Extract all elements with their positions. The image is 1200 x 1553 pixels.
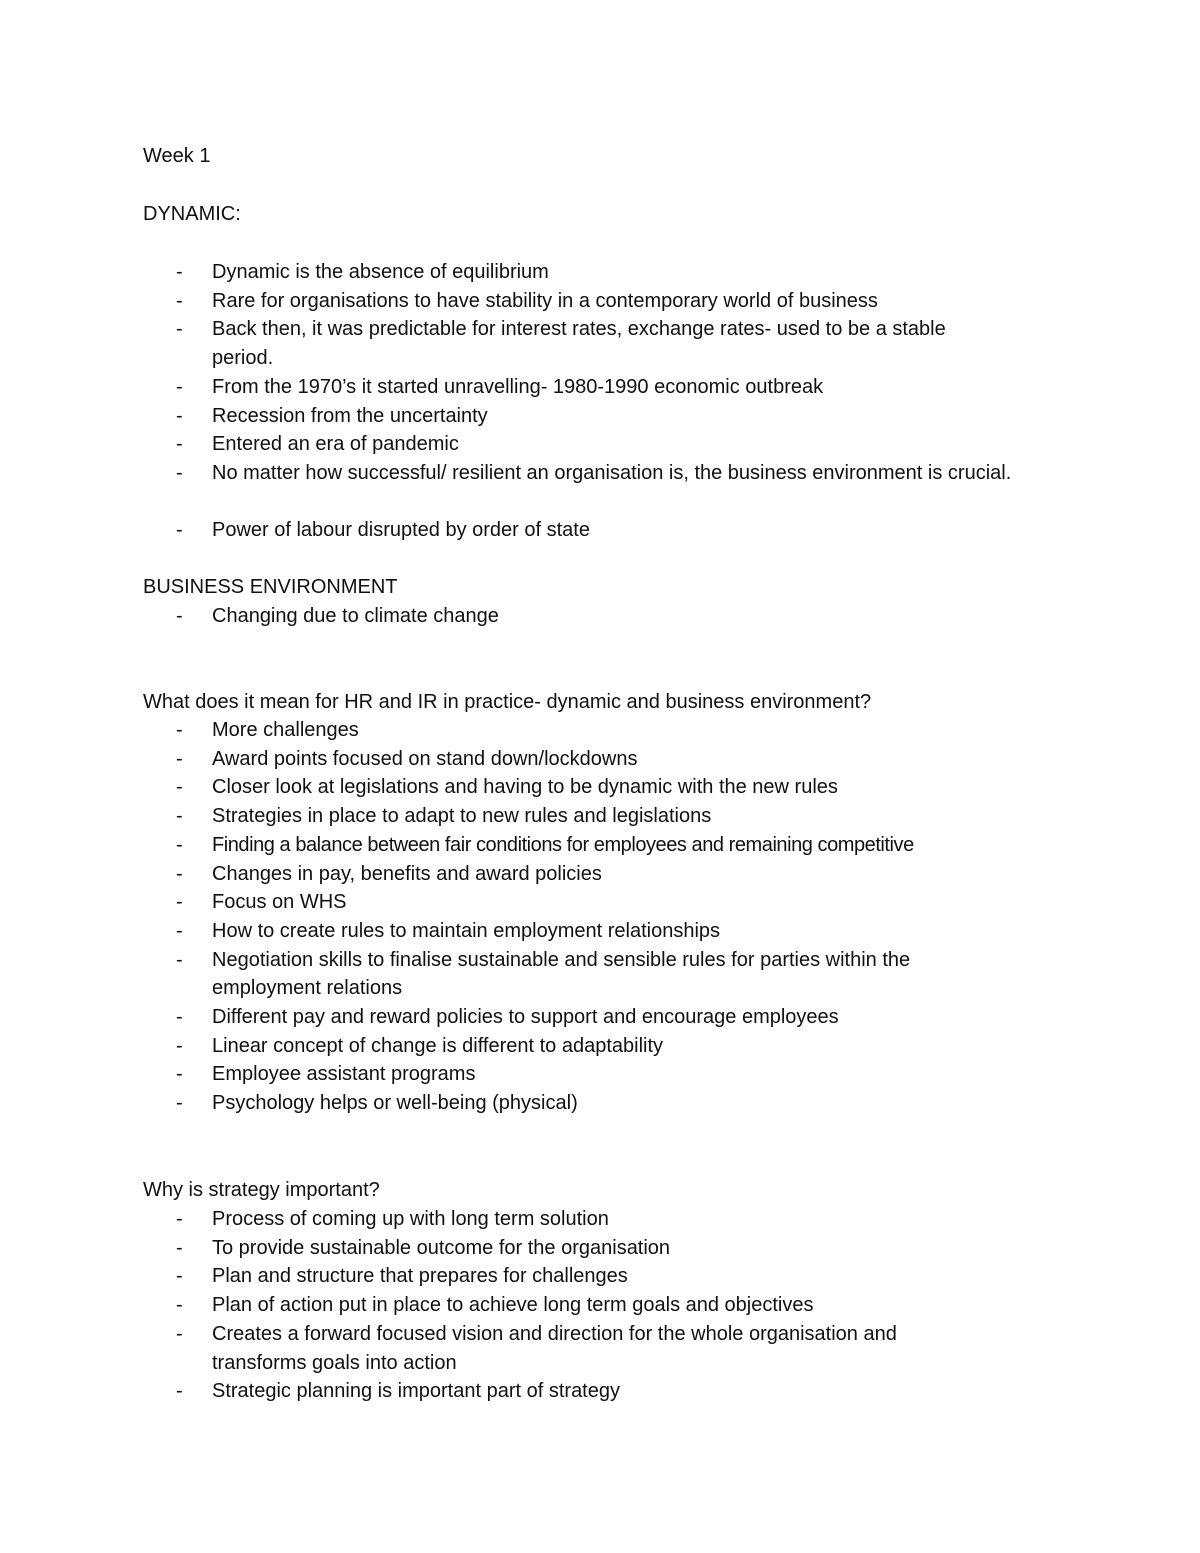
bullet-dash: - (176, 1265, 183, 1288)
list-item (143, 287, 1163, 316)
list-item-text: Creates a forward focused vision and direction for the whole organisation and transforms goals into action (212, 1322, 897, 1374)
list-item (143, 430, 1163, 459)
bullet-dash: - (176, 891, 183, 914)
list-item (143, 1089, 1163, 1118)
list-item (143, 802, 1163, 831)
list-item (143, 716, 1163, 745)
list-item (143, 373, 1163, 402)
list-item (143, 1377, 1163, 1406)
list-item (143, 1003, 1163, 1032)
list-item-text: Dynamic is the absence of equilibrium (212, 261, 549, 283)
list-item-text: From the 1970’s it started unravelling- 1980-1990 economic outbreak (212, 375, 824, 398)
bullet-dash: - (176, 261, 183, 283)
list-item-text: Recession from the uncertainty (212, 404, 488, 427)
bullet-dash: - (176, 1294, 183, 1317)
list-item-text: Finding a balance between fair conditions for employees and remaining competitive (212, 833, 914, 856)
list-item-text: Strategies in place to adapt to new rules and legislations (212, 805, 712, 828)
list-item (143, 831, 1163, 860)
list-item-text: Award points focused on stand down/lockdowns (212, 747, 638, 770)
list-item (143, 1205, 1163, 1234)
list-item (143, 1234, 1163, 1263)
list-item-text: Changes in pay, benefits and award policies (212, 862, 602, 885)
list-item-text: No matter how successful/ resilient an organisation is, the business environment is crucial. (212, 461, 1012, 484)
list-item-text: More challenges (212, 719, 359, 741)
bullet-dash: - (176, 404, 183, 427)
bullet-dash: - (176, 519, 183, 542)
bullet-dash: - (176, 1236, 183, 1259)
list-item-text: Psychology helps or well-being (physical) (212, 1092, 578, 1115)
bullet-dash: - (176, 1034, 183, 1057)
bullet-dash: - (176, 833, 183, 856)
list-item-text: Changing due to climate change (212, 605, 499, 627)
list-item-text: Power of labour disrupted by order of state (212, 519, 590, 542)
bullet-dash: - (176, 948, 183, 971)
list-item (143, 402, 1163, 431)
bullet-dash: - (176, 318, 183, 341)
list-item (143, 917, 1163, 946)
bullet-dash: - (176, 1092, 183, 1115)
document-title: Week 1 (143, 145, 211, 167)
list-item-text: Closer look at legislations and having to be dynamic with the new rules (212, 776, 838, 799)
list-item-text: Plan of action put in place to achieve long term goals and objectives (212, 1294, 814, 1317)
list-item (143, 860, 1163, 889)
list-item (143, 1060, 1163, 1089)
bullet-dash: - (176, 289, 183, 312)
section-heading-business-environment: BUSINESS ENVIRONMENT (143, 576, 398, 598)
section-heading-strategy: Why is strategy important? (143, 1179, 380, 1201)
bullet-dash: - (176, 919, 183, 942)
bullet-dash: - (176, 1063, 183, 1086)
list-item-text: Different pay and reward policies to support and encourage employees (212, 1006, 839, 1028)
list-item-text: Linear concept of change is different to adaptability (212, 1034, 664, 1057)
bullet-dash: - (176, 747, 183, 770)
bullet-dash: - (176, 1380, 183, 1403)
list-item-text: Back then, it was predictable for interest rates, exchange rates- used to be a stable period. (212, 318, 946, 370)
section-heading-dynamic: DYNAMIC: (143, 203, 241, 225)
list-item-text: Process of coming up with long term solution (212, 1208, 609, 1230)
list-item (143, 1320, 1163, 1377)
bullet-dash: - (176, 433, 183, 456)
list-item (143, 1291, 1163, 1320)
bullet-dash: - (176, 605, 183, 627)
list-item (143, 315, 1163, 372)
list-item (143, 1032, 1163, 1061)
list-item-text: Entered an era of pandemic (212, 433, 459, 456)
bullet-dash: - (176, 805, 183, 828)
bullet-dash: - (176, 1006, 183, 1028)
bullet-dash: - (176, 719, 183, 741)
list-item-text: Focus on WHS (212, 891, 347, 914)
list-item (143, 773, 1163, 802)
list-item (143, 602, 1163, 631)
bullet-dash: - (176, 862, 183, 885)
list-item-text: Plan and structure that prepares for challenges (212, 1265, 628, 1288)
list-item-text: Rare for organisations to have stability in a contemporary world of business (212, 289, 878, 312)
bullet-dash: - (176, 1208, 183, 1230)
list-item (143, 516, 1163, 545)
section-heading-hr-ir: What does it mean for HR and IR in practice- dynamic and business environment? (143, 691, 872, 713)
list-item (143, 258, 1163, 287)
list-item-text: Employee assistant programs (212, 1063, 476, 1086)
list-item-text: Negotiation skills to finalise sustainable and sensible rules for parties within the employment relations (212, 948, 911, 1000)
bullet-dash: - (176, 375, 183, 398)
bullet-dash: - (176, 776, 183, 799)
bullet-dash: - (176, 461, 183, 484)
bullet-dash: - (176, 1322, 183, 1345)
list-item (143, 745, 1163, 774)
list-item (143, 459, 1163, 488)
list-item-text: How to create rules to maintain employment relationships (212, 919, 721, 942)
list-item (143, 1262, 1163, 1291)
list-item-text: To provide sustainable outcome for the organisation (212, 1236, 671, 1259)
list-item-text: Strategic planning is important part of strategy (212, 1380, 620, 1403)
list-item (143, 888, 1163, 917)
list-item (143, 946, 1163, 1003)
